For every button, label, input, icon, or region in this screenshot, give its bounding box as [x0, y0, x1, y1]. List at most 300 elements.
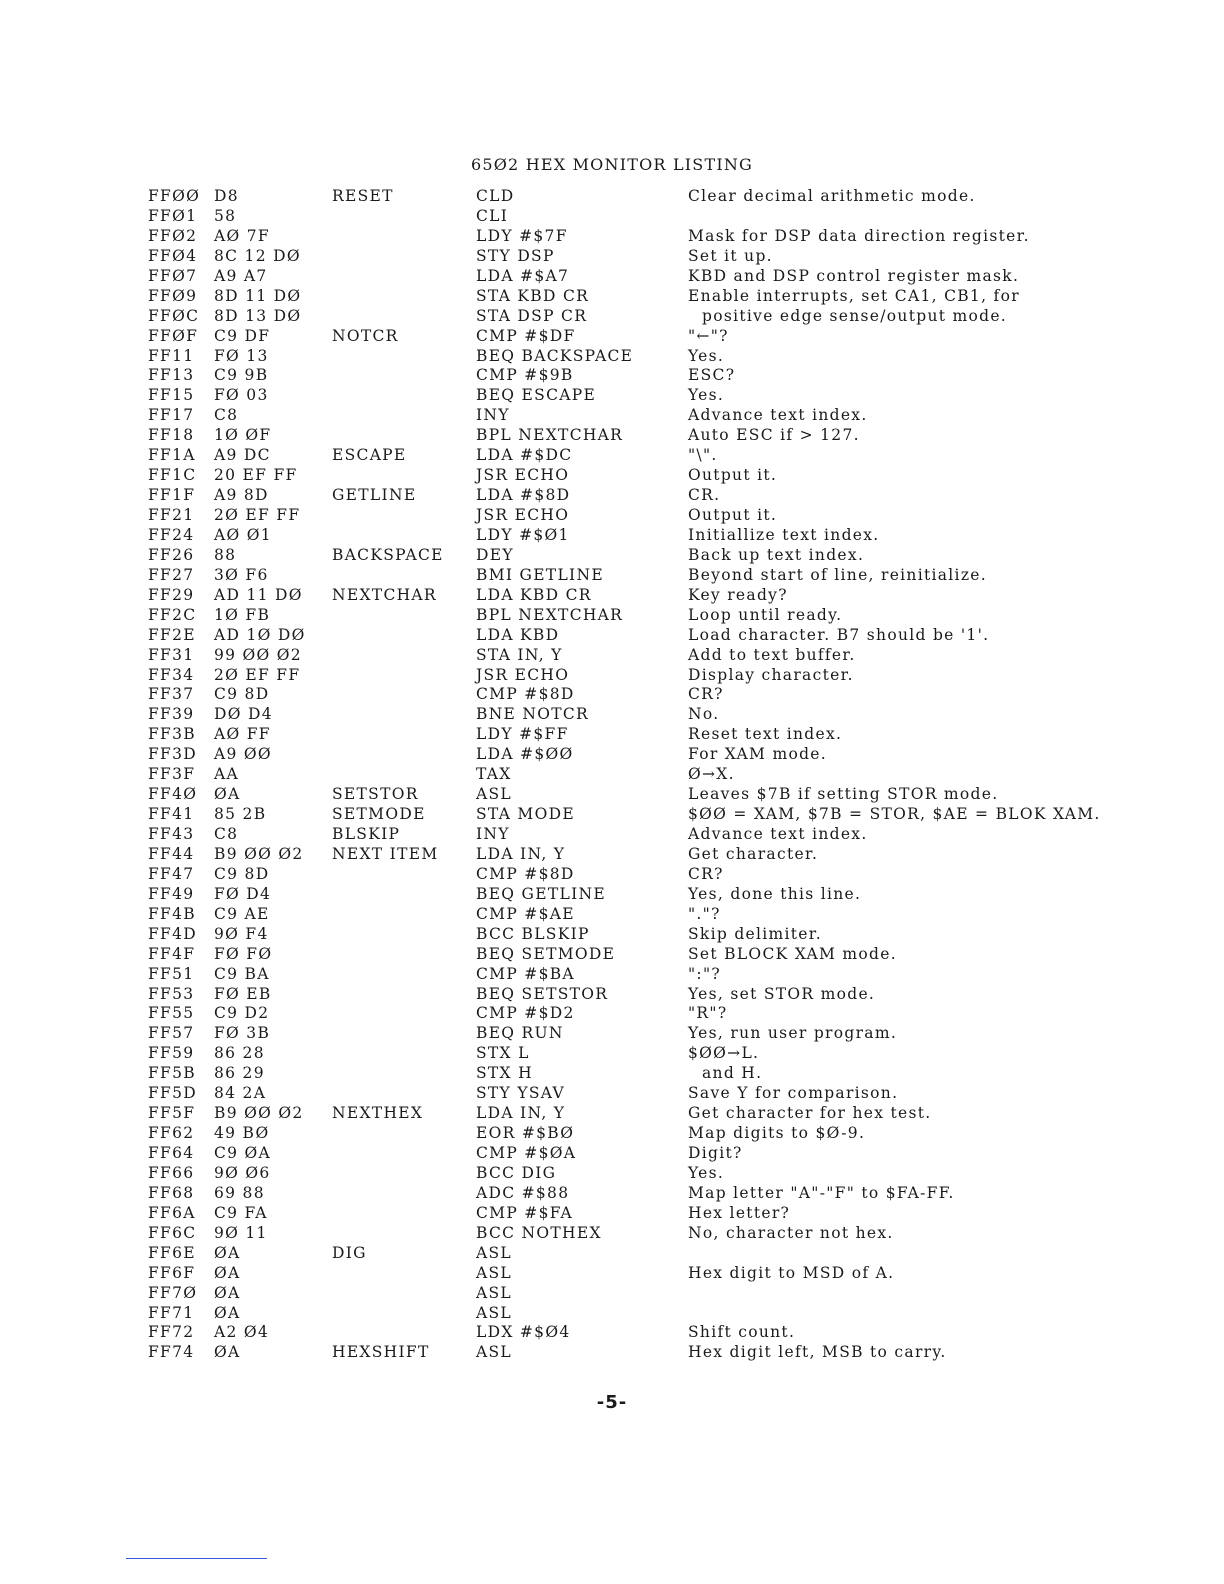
hex-bytes-cell: 9Ø F4 — [214, 924, 269, 943]
hex-bytes-cell: C9 BA — [214, 964, 270, 983]
comment-cell: Yes. — [688, 1163, 725, 1182]
comment-cell: "\". — [688, 446, 718, 465]
address-cell: FFØ2 — [148, 226, 198, 245]
hex-bytes-cell: A2 Ø4 — [214, 1323, 270, 1342]
comment-cell: Yes. — [688, 346, 725, 365]
listing-row — [0, 665, 1224, 685]
instruction-cell: BPL NEXTCHAR — [476, 605, 624, 624]
comment-cell: Yes, done this line. — [688, 884, 862, 903]
instruction-cell: CLI — [476, 206, 509, 225]
address-cell: FF41 — [148, 805, 195, 824]
comment-cell: "←"? — [688, 326, 729, 345]
address-cell: FF43 — [148, 825, 195, 843]
hex-bytes-cell: AA — [214, 765, 239, 784]
address-cell: FF4F — [148, 944, 196, 963]
hex-bytes-cell: 1Ø ØF — [214, 426, 272, 445]
instruction-cell: LDA KBD — [476, 625, 560, 644]
instruction-cell: BEQ SETMODE — [476, 944, 616, 963]
listing-row — [0, 1123, 1224, 1143]
comment-cell: Yes. — [688, 386, 725, 405]
address-cell: FF3B — [148, 725, 196, 744]
instruction-cell: STA KBD CR — [476, 286, 590, 305]
hex-bytes-cell: 49 BØ — [214, 1124, 270, 1143]
address-cell: FF5D — [148, 1084, 197, 1103]
listing-row — [0, 764, 1224, 784]
address-cell: FF1C — [148, 466, 197, 485]
label-cell: BLSKIP — [332, 825, 401, 843]
address-cell: FF4B — [148, 904, 196, 923]
label-cell: DIG — [332, 1243, 367, 1262]
address-cell: FF37 — [148, 685, 195, 704]
address-cell: FFØ7 — [148, 266, 198, 285]
instruction-cell: STY YSAV — [476, 1084, 565, 1103]
hex-bytes-cell: AØ 7F — [214, 226, 270, 245]
comment-cell: Skip delimiter. — [688, 924, 823, 943]
hex-bytes-cell: ØA — [214, 1283, 241, 1302]
listing-row — [0, 844, 1224, 864]
hex-bytes-cell: AD 1Ø DØ — [214, 625, 306, 644]
instruction-cell: BEQ BACKSPACE — [476, 346, 634, 365]
instruction-cell: LDY #$FF — [476, 725, 569, 744]
comment-cell: positive edge sense/output mode. — [702, 306, 1008, 325]
comment-cell: Save Y for comparison. — [688, 1084, 899, 1103]
hex-bytes-cell: FØ EB — [214, 984, 272, 1003]
listing-row — [0, 226, 1224, 246]
instruction-cell: ADC #$88 — [476, 1183, 570, 1202]
label-cell: BACKSPACE — [332, 545, 444, 564]
hex-bytes-cell: ØA — [214, 1243, 241, 1262]
comment-cell: No, character not hex. — [688, 1223, 894, 1242]
listing-row — [0, 1263, 1224, 1283]
hex-bytes-cell: A9 DC — [214, 446, 271, 465]
hex-bytes-cell: FØ 3B — [214, 1024, 271, 1043]
instruction-cell: JSR ECHO — [476, 506, 570, 524]
listing-row — [0, 1342, 1224, 1362]
comment-cell: Get character for hex test. — [688, 1104, 932, 1123]
hex-bytes-cell: ØA — [214, 1263, 241, 1282]
hex-bytes-cell: 1Ø FB — [214, 605, 271, 624]
address-cell: FF57 — [148, 1024, 195, 1043]
hex-bytes-cell: FØ 03 — [214, 386, 269, 405]
address-cell: FF18 — [148, 426, 195, 445]
instruction-cell: LDY #$Ø1 — [476, 525, 570, 544]
listing-row — [0, 1163, 1224, 1183]
listing-row — [0, 1083, 1224, 1103]
hex-bytes-cell: C9 AE — [214, 904, 270, 923]
instruction-cell: BNE NOTCR — [476, 705, 590, 724]
listing-row — [0, 1223, 1224, 1243]
hex-bytes-cell: C9 8D — [214, 685, 270, 704]
instruction-cell: STY DSP — [476, 246, 555, 265]
listing-row — [0, 964, 1224, 984]
instruction-cell: LDA IN, Y — [476, 844, 566, 863]
listing-row — [0, 864, 1224, 884]
listing-row — [0, 605, 1224, 625]
hex-bytes-cell: 8D 13 DØ — [214, 306, 302, 325]
listing-row — [0, 186, 1224, 206]
instruction-cell: CMP #$ØA — [476, 1144, 577, 1162]
listing-row — [0, 804, 1224, 824]
comment-cell: Beyond start of line, reinitialize. — [688, 565, 987, 584]
address-cell: FF72 — [148, 1323, 195, 1342]
address-cell: FF4D — [148, 924, 197, 943]
instruction-cell: CMP #$8D — [476, 864, 575, 883]
comment-cell: Advance text index. — [688, 825, 868, 843]
address-cell: FF1A — [148, 446, 196, 465]
comment-cell: ":"? — [688, 964, 721, 983]
listing-row — [0, 884, 1224, 904]
label-cell: RESET — [332, 187, 394, 205]
instruction-cell: ASL — [476, 1303, 513, 1322]
instruction-cell: EOR #$BØ — [476, 1124, 575, 1143]
listing-row — [0, 525, 1224, 545]
page-number: -5- — [596, 1392, 628, 1413]
listing-row — [0, 625, 1224, 645]
comment-cell: Add to text buffer. — [688, 645, 856, 664]
comment-cell: and H. — [702, 1064, 763, 1083]
hex-bytes-cell: 88 — [214, 545, 237, 564]
address-cell: FF39 — [148, 705, 195, 724]
instruction-cell: BEQ SETSTOR — [476, 984, 609, 1003]
address-cell: FF4Ø — [148, 785, 198, 804]
instruction-cell: LDA KBD CR — [476, 585, 592, 604]
instruction-cell: STX H — [476, 1064, 533, 1083]
instruction-cell: ASL — [476, 785, 513, 804]
listing-row — [0, 465, 1224, 485]
listing-row — [0, 1243, 1224, 1263]
address-cell: FF34 — [148, 665, 195, 684]
comment-cell: Key ready? — [688, 585, 788, 604]
hex-bytes-cell: C8 — [214, 406, 239, 425]
hex-bytes-cell: 8D 11 DØ — [214, 286, 302, 305]
footnote-rule — [126, 1558, 267, 1559]
instruction-cell: ASL — [476, 1243, 513, 1262]
instruction-cell: LDY #$7F — [476, 226, 568, 245]
comment-cell: Clear decimal arithmetic mode. — [688, 187, 976, 205]
address-cell: FF2C — [148, 605, 197, 624]
listing-row — [0, 246, 1224, 266]
instruction-cell: STX L — [476, 1044, 530, 1063]
listing-row — [0, 425, 1224, 445]
comment-cell: KBD and DSP control register mask. — [688, 266, 1020, 285]
address-cell: FF6F — [148, 1263, 196, 1282]
address-cell: FF3D — [148, 745, 197, 764]
comment-cell: Yes, set STOR mode. — [688, 984, 876, 1003]
instruction-cell: LDA #$DC — [476, 446, 573, 465]
hex-bytes-cell: 2Ø EF FF — [214, 506, 301, 524]
listing-row — [0, 505, 1224, 525]
instruction-cell: CLD — [476, 187, 515, 205]
hex-bytes-cell: D8 — [214, 187, 239, 205]
hex-bytes-cell: FØ D4 — [214, 884, 272, 903]
hex-bytes-cell: 8C 12 DØ — [214, 246, 301, 265]
address-cell: FFØC — [148, 306, 200, 325]
comment-cell: Hex letter? — [688, 1203, 791, 1222]
hex-bytes-cell: C8 — [214, 825, 239, 843]
comment-cell: Enable interrupts, set CA1, CB1, for — [688, 286, 1020, 305]
instruction-cell: ASL — [476, 1263, 513, 1282]
label-cell: GETLINE — [332, 486, 417, 505]
comment-cell: $ØØ = XAM, $7B = STOR, $AE = BLOK XAM. — [688, 805, 1101, 824]
address-cell: FF62 — [148, 1124, 195, 1143]
address-cell: FF7Ø — [148, 1283, 198, 1302]
listing-row — [0, 1063, 1224, 1083]
address-cell: FF21 — [148, 506, 195, 524]
address-cell: FF27 — [148, 565, 195, 584]
hex-bytes-cell: AØ Ø1 — [214, 525, 272, 544]
listing-row — [0, 1023, 1224, 1043]
listing-row — [0, 1003, 1224, 1023]
instruction-cell: LDA #$8D — [476, 486, 571, 505]
listing-row — [0, 744, 1224, 764]
comment-cell: Yes, run user program. — [688, 1024, 898, 1043]
instruction-cell: BCC DIG — [476, 1163, 557, 1182]
hex-bytes-cell: 9Ø 11 — [214, 1223, 268, 1242]
label-cell: NEXTCHAR — [332, 585, 437, 604]
listing-row — [0, 266, 1224, 286]
comment-cell: No. — [688, 705, 720, 724]
address-cell: FF5F — [148, 1104, 196, 1123]
instruction-cell: CMP #$FA — [476, 1203, 573, 1222]
address-cell: FF74 — [148, 1343, 195, 1362]
comment-cell: Map letter "A"-"F" to $FA-FF. — [688, 1183, 955, 1202]
listing-row — [0, 346, 1224, 366]
listing-row — [0, 1183, 1224, 1203]
comment-cell: Initiallize text index. — [688, 525, 880, 544]
comment-cell: Loop until ready. — [688, 605, 843, 624]
address-cell: FF11 — [148, 346, 195, 365]
listing-row — [0, 904, 1224, 924]
listing-row — [0, 405, 1224, 425]
label-cell: HEXSHIFT — [332, 1343, 430, 1362]
hex-bytes-cell: C9 9B — [214, 366, 269, 385]
hex-bytes-cell: C9 D2 — [214, 1004, 270, 1023]
listing-row — [0, 1303, 1224, 1323]
address-cell: FFØ4 — [148, 246, 198, 265]
instruction-cell: CMP #$9B — [476, 366, 574, 385]
address-cell: FF53 — [148, 984, 195, 1003]
listing-row — [0, 824, 1224, 844]
address-cell: FFØF — [148, 326, 199, 345]
listing-row — [0, 306, 1224, 326]
label-cell: NEXT ITEM — [332, 844, 439, 863]
listing-row — [0, 445, 1224, 465]
label-cell: NEXTHEX — [332, 1104, 424, 1123]
comment-cell: Output it. — [688, 466, 778, 485]
instruction-cell: ASL — [476, 1343, 513, 1362]
hex-bytes-cell: C9 FA — [214, 1203, 268, 1222]
listing-row — [0, 1143, 1224, 1163]
hex-bytes-cell: A9 ØØ — [214, 745, 272, 764]
hex-bytes-cell: ØA — [214, 785, 241, 804]
hex-bytes-cell: FØ FØ — [214, 944, 273, 963]
instruction-cell: LDA IN, Y — [476, 1104, 566, 1123]
address-cell: FF3F — [148, 765, 196, 784]
hex-bytes-cell: ØA — [214, 1343, 241, 1362]
address-cell: FF24 — [148, 525, 195, 544]
hex-bytes-cell: 20 EF FF — [214, 466, 298, 485]
instruction-cell: BPL NEXTCHAR — [476, 426, 624, 445]
listing-row — [0, 924, 1224, 944]
hex-bytes-cell: 3Ø F6 — [214, 565, 269, 584]
instruction-cell: STA DSP CR — [476, 306, 588, 325]
instruction-cell: INY — [476, 406, 510, 425]
comment-cell: Load character. B7 should be '1'. — [688, 625, 990, 644]
listing-row — [0, 385, 1224, 405]
instruction-cell: STA MODE — [476, 805, 575, 824]
instruction-cell: INY — [476, 825, 510, 843]
instruction-cell: JSR ECHO — [476, 665, 570, 684]
hex-bytes-cell: 9Ø Ø6 — [214, 1163, 271, 1182]
instruction-cell: CMP #$D2 — [476, 1004, 575, 1023]
hex-bytes-cell: A9 A7 — [214, 266, 268, 285]
address-cell: FF17 — [148, 406, 195, 425]
listing-row — [0, 1322, 1224, 1342]
hex-bytes-cell: AØ FF — [214, 725, 271, 744]
hex-bytes-cell: 58 — [214, 206, 237, 225]
address-cell: FF71 — [148, 1303, 195, 1322]
listing-row — [0, 1103, 1224, 1123]
comment-cell: Mask for DSP data direction register. — [688, 226, 1030, 245]
address-cell: FFØ9 — [148, 286, 198, 305]
comment-cell: "."? — [688, 904, 721, 923]
address-cell: FF66 — [148, 1163, 195, 1182]
instruction-cell: BEQ GETLINE — [476, 884, 606, 903]
comment-cell: Leaves $7B if setting STOR mode. — [688, 785, 999, 804]
comment-cell: Reset text index. — [688, 725, 843, 744]
address-cell: FF29 — [148, 585, 195, 604]
label-cell: SETMODE — [332, 805, 426, 824]
hex-bytes-cell: DØ D4 — [214, 705, 273, 724]
listing-row — [0, 485, 1224, 505]
instruction-cell: LDA #$A7 — [476, 266, 570, 285]
comment-cell: ESC? — [688, 366, 736, 385]
listing-row — [0, 1043, 1224, 1063]
listing-title-text: 65Ø2 HEX MONITOR LISTING — [470, 155, 754, 174]
listing-row — [0, 1283, 1224, 1303]
hex-bytes-cell: C9 ØA — [214, 1144, 272, 1162]
comment-cell: $ØØ→L. — [688, 1044, 760, 1063]
hex-bytes-cell: B9 ØØ Ø2 — [214, 1104, 304, 1123]
hex-bytes-cell: FØ 13 — [214, 346, 269, 365]
address-cell: FF59 — [148, 1044, 195, 1063]
listing-row — [0, 1203, 1224, 1223]
instruction-cell: BCC BLSKIP — [476, 924, 590, 943]
comment-cell: Get character. — [688, 844, 819, 863]
hex-bytes-cell: 86 29 — [214, 1064, 265, 1083]
listing-row — [0, 944, 1224, 964]
address-cell: FF64 — [148, 1144, 195, 1162]
address-cell: FF55 — [148, 1004, 195, 1023]
instruction-cell: LDA #$ØØ — [476, 745, 574, 764]
comment-cell: Back up text index. — [688, 545, 865, 564]
address-cell: FF68 — [148, 1183, 195, 1202]
comment-cell: For XAM mode. — [688, 745, 828, 764]
comment-cell: Hex digit left, MSB to carry. — [688, 1343, 947, 1362]
hex-bytes-cell: 2Ø EF FF — [214, 665, 301, 684]
comment-cell: Shift count. — [688, 1323, 796, 1342]
listing-row — [0, 784, 1224, 804]
listing-row — [0, 206, 1224, 226]
instruction-cell: BEQ RUN — [476, 1024, 564, 1043]
hex-bytes-cell: 85 2B — [214, 805, 267, 824]
address-cell: FF2E — [148, 625, 196, 644]
comment-cell: Output it. — [688, 506, 778, 524]
hex-bytes-cell: B9 ØØ Ø2 — [214, 844, 304, 863]
listing-row — [0, 984, 1224, 1004]
instruction-cell: ASL — [476, 1283, 513, 1302]
comment-cell: "R"? — [688, 1004, 728, 1023]
address-cell: FF13 — [148, 366, 195, 385]
instruction-cell: BMI GETLINE — [476, 565, 604, 584]
listing-row — [0, 365, 1224, 385]
listing-row — [0, 545, 1224, 565]
address-cell: FF5B — [148, 1064, 196, 1083]
address-cell: FF47 — [148, 864, 195, 883]
listing-title — [0, 155, 1224, 174]
address-cell: FF1F — [148, 486, 196, 505]
comment-cell: Hex digit to MSD of A. — [688, 1263, 895, 1282]
listing-row — [0, 326, 1224, 346]
hex-bytes-cell: 69 88 — [214, 1183, 265, 1202]
hex-bytes-cell: C9 8D — [214, 864, 270, 883]
listing-row — [0, 704, 1224, 724]
comment-cell: Map digits to $Ø-9. — [688, 1124, 866, 1143]
address-cell: FF49 — [148, 884, 195, 903]
comment-cell: Display character. — [688, 665, 854, 684]
hex-bytes-cell: 86 28 — [214, 1044, 265, 1063]
comment-cell: Digit? — [688, 1144, 743, 1162]
address-cell: FF6E — [148, 1243, 196, 1262]
address-cell: FF6A — [148, 1203, 196, 1222]
listing-row — [0, 286, 1224, 306]
address-cell: FF6C — [148, 1223, 197, 1242]
label-cell: NOTCR — [332, 326, 399, 345]
listing-row — [0, 684, 1224, 704]
address-cell: FF51 — [148, 964, 195, 983]
comment-cell: CR? — [688, 685, 724, 704]
instruction-cell: BEQ ESCAPE — [476, 386, 597, 405]
instruction-cell: BCC NOTHEX — [476, 1223, 602, 1242]
listing-row — [0, 585, 1224, 605]
code-listing — [0, 186, 1224, 1362]
address-cell: FFØ1 — [148, 206, 198, 225]
instruction-cell: CMP #$DF — [476, 326, 576, 345]
address-cell: FF15 — [148, 386, 195, 405]
instruction-cell: STA IN, Y — [476, 645, 563, 664]
label-cell: ESCAPE — [332, 446, 407, 465]
address-cell: FFØØ — [148, 187, 201, 205]
instruction-cell: CMP #$8D — [476, 685, 575, 704]
comment-cell: Ø→X. — [688, 765, 735, 784]
label-cell: SETSTOR — [332, 785, 419, 804]
comment-cell: CR? — [688, 864, 724, 883]
hex-bytes-cell: AD 11 DØ — [214, 585, 303, 604]
address-cell: FF26 — [148, 545, 195, 564]
instruction-cell: CMP #$AE — [476, 904, 575, 923]
listing-row — [0, 645, 1224, 665]
instruction-cell: LDX #$Ø4 — [476, 1323, 571, 1342]
instruction-cell: DEY — [476, 545, 514, 564]
instruction-cell: CMP #$BA — [476, 964, 575, 983]
listing-row — [0, 724, 1224, 744]
comment-cell: CR. — [688, 486, 721, 505]
instruction-cell: TAX — [476, 765, 512, 784]
hex-bytes-cell: 84 2A — [214, 1084, 267, 1103]
address-cell: FF31 — [148, 645, 195, 664]
hex-bytes-cell: ØA — [214, 1303, 241, 1322]
comment-cell: Set BLOCK XAM mode. — [688, 944, 897, 963]
